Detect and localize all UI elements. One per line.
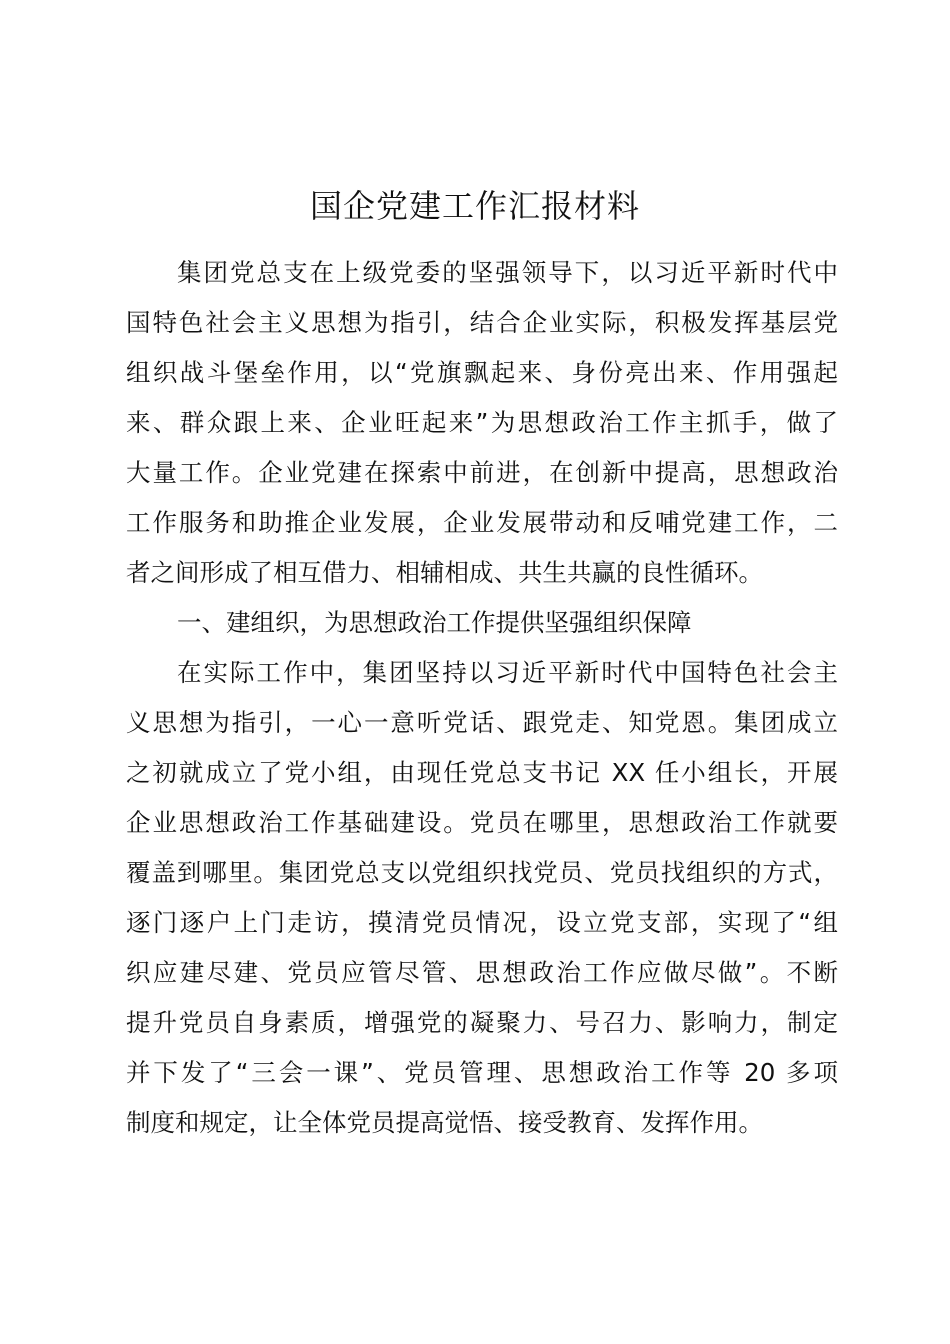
paragraph-line: 并下发了“三会一课”、党员管理、思想政治工作等 20 多项: [126, 1058, 838, 1087]
paragraph-line: 国特色社会主义思想为指引，结合企业实际，积极发挥基层党: [126, 308, 838, 337]
document-body: [126, 248, 838, 1148]
paragraph-line: 之初就成立了党小组，由现任党总支书记 XX 任小组长，开展: [126, 758, 838, 787]
paragraph-section1: [126, 648, 838, 1148]
document-title: 国企党建工作汇报材料: [309, 187, 640, 225]
paragraph-line: 在实际工作中，集团坚持以习近平新时代中国特色社会主: [177, 658, 838, 687]
paragraph-intro: [126, 248, 838, 598]
paragraph-line: 逐门逐户上门走访，摸清党员情况，设立党支部，实现了“组: [126, 908, 838, 937]
paragraph-line: 工作服务和助推企业发展，企业发展带动和反哺党建工作，二: [126, 508, 838, 537]
paragraph-line: 企业思想政治工作基础建设。党员在哪里，思想政治工作就要: [126, 808, 838, 837]
paragraph-line: 组织战斗堡垒作用，以“党旗飘起来、身份亮出来、作用强起: [126, 358, 838, 387]
paragraph-line: 覆盖到哪里。集团党总支以党组织找党员、党员找组织的方式，: [126, 858, 838, 887]
paragraph-line: 义思想为指引，一心一意听党话、跟党走、知党恩。集团成立: [126, 708, 838, 737]
paragraph-line: 织应建尽建、党员应管尽管、思想政治工作应做尽做”。不断: [126, 958, 838, 987]
paragraph-line: 集团党总支在上级党委的坚强领导下，以习近平新时代中: [177, 258, 838, 287]
paragraph-line: 提升党员自身素质，增强党的凝聚力、号召力、影响力，制定: [126, 1008, 838, 1037]
paragraph-line: 者之间形成了相互借力、相辅相成、共生共赢的良性循环。: [126, 558, 763, 587]
paragraph-line: 制度和规定，让全体党员提高觉悟、接受教育、发挥作用。: [126, 1108, 763, 1137]
paragraph-line: 来、群众跟上来、企业旺起来”为思想政治工作主抓手，做了: [126, 408, 838, 437]
paragraph-line: 大量工作。企业党建在探索中前进，在创新中提高，思想政治: [126, 458, 838, 487]
section-heading: 一、建组织，为思想政治工作提供坚强组织保障: [177, 608, 692, 637]
